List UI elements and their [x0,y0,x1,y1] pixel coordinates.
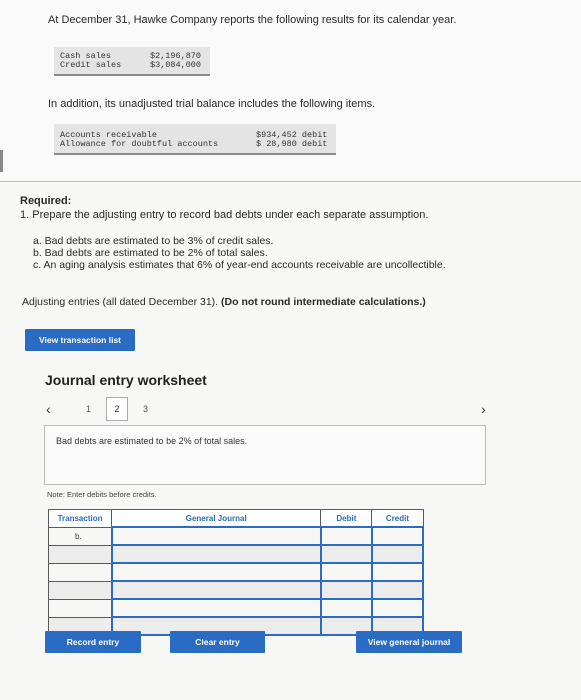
journal-entry-table [48,509,424,636]
trial-balance-table [54,124,336,155]
assumption-b: b. Bad debts are estimated to be 2% of total sales. [33,247,268,259]
trial-value-allowance: $ 28,980 debit [256,139,328,149]
credit-input[interactable] [372,545,423,563]
table-row [49,545,424,563]
adjusting-instructions [22,296,426,308]
debit-input[interactable] [321,563,372,581]
chevron-left-icon[interactable]: ‹ [46,401,51,417]
required-heading: Required: [20,195,72,207]
assumption-a: a. Bad debts are estimated to be 3% of credit sales. [33,235,274,247]
clear-entry-button[interactable]: Clear entry [170,631,265,653]
table-row [49,581,424,599]
sales-label-cash: Cash sales [60,51,112,61]
page-2-tab[interactable]: 2 [106,397,128,421]
view-general-journal-button[interactable]: View general journal [356,631,462,653]
adjusting-emphasis: (Do not round intermediate calculations.) [221,296,426,308]
table-header-row [49,510,424,528]
adjusting-prefix: Adjusting entries (all dated December 31). [22,296,219,308]
trial-label-ar: Accounts receivable [60,130,157,140]
scroll-indicator [0,150,3,172]
debit-input[interactable] [321,599,372,617]
worksheet-description: Bad debts are estimated to be 2% of total sales. [56,436,248,446]
credit-input[interactable] [372,599,423,617]
table-row [49,599,424,617]
transaction-cell [49,563,112,581]
worksheet-pager [44,397,494,423]
account-input[interactable] [112,563,321,581]
header-general-journal: General Journal [112,510,321,528]
account-input[interactable] [112,599,321,617]
debit-input[interactable] [321,545,372,563]
transaction-cell [49,599,112,617]
debit-input[interactable] [321,527,372,545]
record-entry-button[interactable]: Record entry [45,631,141,653]
page-1-tab[interactable]: 1 [86,404,92,414]
header-debit: Debit [321,510,372,528]
table-row [49,527,424,545]
transaction-cell [49,581,112,599]
account-input[interactable] [112,581,321,599]
addition-text: In addition, its unadjusted trial balance includes the following items. [48,98,376,110]
sales-table [54,47,210,76]
chevron-right-icon[interactable]: › [481,401,486,417]
transaction-cell [49,545,112,563]
credit-input[interactable] [372,581,423,599]
account-input[interactable] [112,545,321,563]
trial-label-allowance: Allowance for doubtful accounts [60,139,219,149]
worksheet-description-box [44,425,486,485]
entry-note: Note: Enter debits before credits. [47,490,157,499]
transaction-cell: b. [49,527,112,545]
debit-input[interactable] [321,581,372,599]
sales-value-credit: $3,084,000 [150,60,202,70]
credit-input[interactable] [372,527,423,545]
table-row [49,563,424,581]
sales-value-cash: $2,196,870 [150,51,202,61]
trial-value-ar: $934,452 debit [256,130,328,140]
header-transaction: Transaction [49,510,112,528]
account-input[interactable] [112,527,321,545]
sales-label-credit: Credit sales [60,60,122,70]
credit-input[interactable] [372,563,423,581]
intro-text: At December 31, Hawke Company reports the following results for its calendar year. [48,14,457,26]
worksheet-title: Journal entry worksheet [45,372,207,388]
assumption-c: c. An aging analysis estimates that 6% of year-end accounts receivable are uncollectible. [33,259,446,271]
required-item-1: 1. Prepare the adjusting entry to record bad debts under each separate assumption. [20,209,429,221]
page-3-tab[interactable]: 3 [143,404,149,414]
view-transaction-list-button[interactable]: View transaction list [25,329,135,351]
header-credit: Credit [372,510,423,528]
